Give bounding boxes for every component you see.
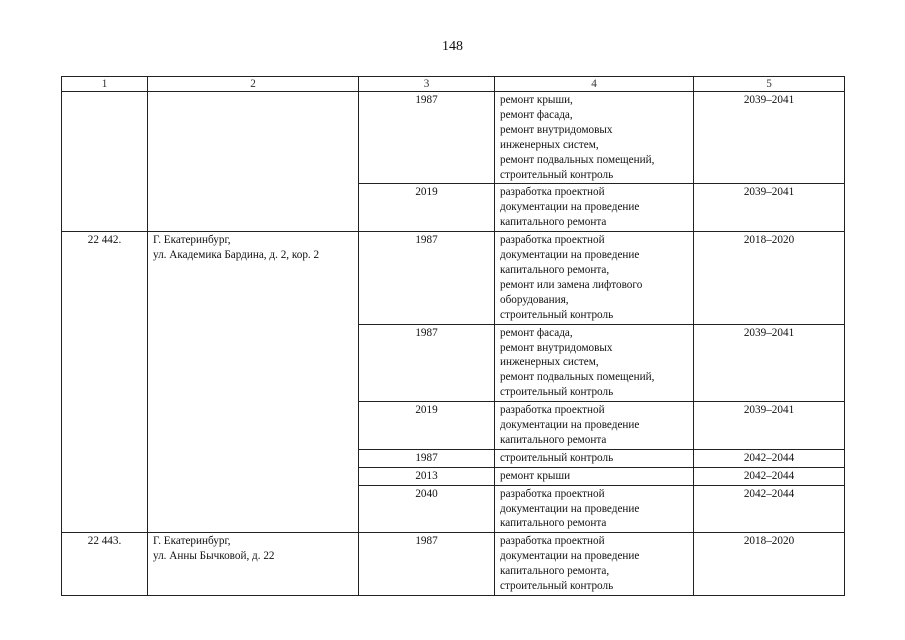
work-item: ремонт подвальных помещений, [500, 153, 655, 166]
repair-works [495, 467, 694, 485]
work-item: документации на проведение [500, 201, 640, 214]
column-number-row [62, 77, 845, 92]
work-item: ремонт крыши [500, 469, 571, 482]
work-item: капитального ремонта [500, 517, 607, 530]
planned-period: 2042–2044 [694, 449, 845, 467]
work-item: документации на проведение [500, 550, 640, 563]
work-item: разработка проектной [500, 404, 605, 417]
commission-year: 1987 [359, 324, 495, 402]
work-item: капитального ремонта, [500, 263, 610, 276]
work-item: разработка проектной [500, 487, 605, 500]
address-line: ул. Анны Бычковой, д. 22 [153, 550, 275, 563]
repair-works [495, 184, 694, 232]
column-number: 4 [495, 77, 694, 92]
work-item: строительный контроль [500, 580, 614, 593]
planned-period: 2039–2041 [694, 324, 845, 402]
address-line: Г. Екатеринбург, [153, 234, 231, 247]
planned-period: 2042–2044 [694, 467, 845, 485]
record-number: 22 443. [62, 533, 148, 596]
table-row [62, 92, 845, 184]
work-item: инженерных систем, [500, 356, 599, 369]
building-address [148, 92, 359, 232]
work-item: строительный контроль [500, 168, 614, 181]
work-item: строительный контроль [500, 386, 614, 399]
work-item: документации на проведение [500, 249, 640, 262]
repair-works [495, 449, 694, 467]
work-item: разработка проектной [500, 234, 605, 247]
planned-period: 2018–2020 [694, 232, 845, 324]
record-number: 22 442. [62, 232, 148, 533]
column-number: 1 [62, 77, 148, 92]
planned-period: 2018–2020 [694, 533, 845, 596]
commission-year: 2040 [359, 485, 495, 533]
commission-year: 2013 [359, 467, 495, 485]
table-row [62, 232, 845, 324]
planned-period: 2039–2041 [694, 402, 845, 450]
work-item: ремонт или замена лифтового [500, 278, 643, 291]
table-row [62, 533, 845, 596]
column-number: 2 [148, 77, 359, 92]
building-address [148, 533, 359, 596]
repair-works [495, 533, 694, 596]
work-item: строительный контроль [500, 451, 614, 464]
repair-works [495, 232, 694, 324]
commission-year: 1987 [359, 232, 495, 324]
work-item: документации на проведение [500, 419, 640, 432]
column-number: 3 [359, 77, 495, 92]
repair-works [495, 92, 694, 184]
repair-schedule-table [61, 76, 845, 596]
column-number: 5 [694, 77, 845, 92]
record-number [62, 92, 148, 232]
work-item: разработка проектной [500, 535, 605, 548]
work-item: ремонт подвальных помещений, [500, 371, 655, 384]
address-line: ул. Академика Бардина, д. 2, кор. 2 [153, 249, 320, 262]
work-item: инженерных систем, [500, 138, 599, 151]
work-item: документации на проведение [500, 502, 640, 515]
building-address [148, 232, 359, 533]
planned-period: 2042–2044 [694, 485, 845, 533]
work-item: капитального ремонта, [500, 565, 610, 578]
page-number: 148 [442, 39, 463, 54]
repair-works [495, 485, 694, 533]
work-item: ремонт фасада, [500, 326, 573, 339]
commission-year: 2019 [359, 402, 495, 450]
repair-works [495, 402, 694, 450]
work-item: строительный контроль [500, 308, 614, 321]
planned-period: 2039–2041 [694, 184, 845, 232]
commission-year: 2019 [359, 184, 495, 232]
work-item: ремонт внутридомовых [500, 123, 613, 136]
commission-year: 1987 [359, 92, 495, 184]
address-line: Г. Екатеринбург, [153, 535, 231, 548]
repair-works [495, 324, 694, 402]
commission-year: 1987 [359, 533, 495, 596]
work-item: капитального ремонта [500, 433, 607, 446]
work-item: разработка проектной [500, 186, 605, 199]
work-item: ремонт внутридомовых [500, 341, 613, 354]
work-item: ремонт фасада, [500, 108, 573, 121]
work-item: капитального ремонта [500, 216, 607, 229]
commission-year: 1987 [359, 449, 495, 467]
work-item: оборудования, [500, 293, 569, 306]
planned-period: 2039–2041 [694, 92, 845, 184]
work-item: ремонт крыши, [500, 94, 573, 106]
